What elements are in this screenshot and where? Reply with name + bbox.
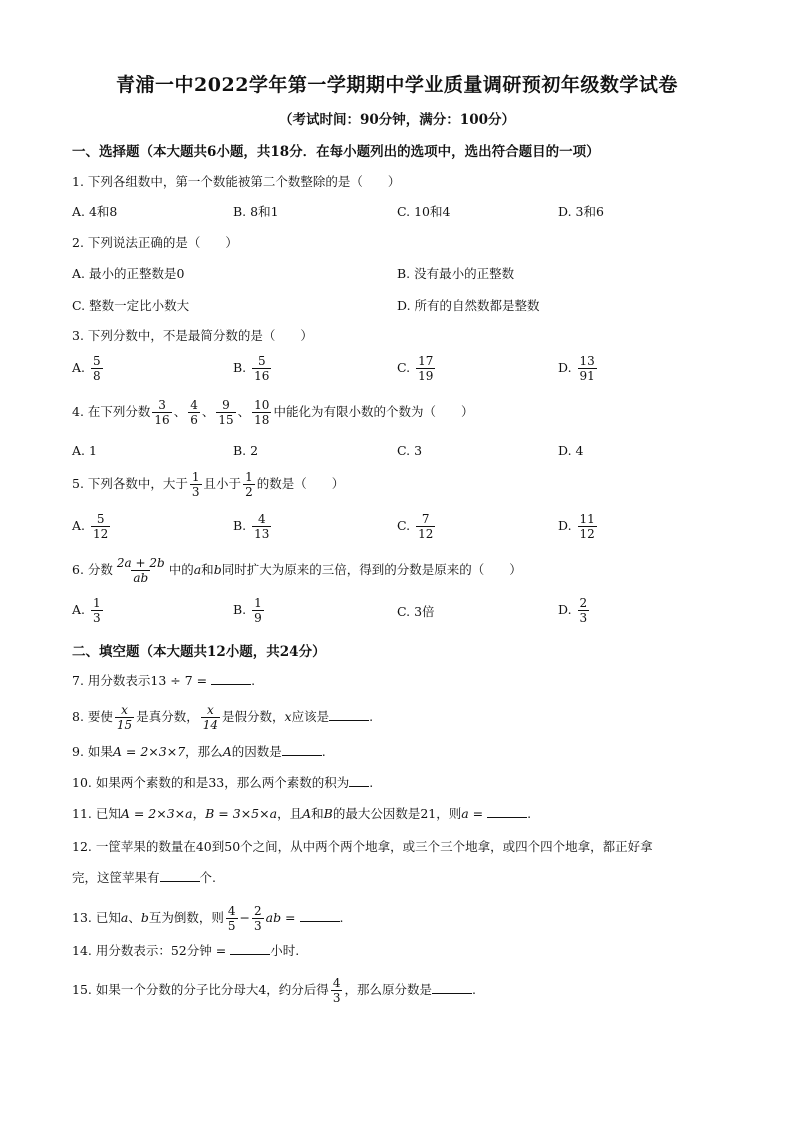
q6-option-d: D. $\frac{2}{3}$ bbox=[558, 596, 588, 625]
question-12-line-2: 完，这筐苹果有 个. bbox=[72, 870, 216, 885]
question-5-stem: 5. 下列各数中，大于 $\frac{1}{3}$ 且小于 $\frac{1}{2}$ 的数是（ ） bbox=[72, 470, 345, 499]
q2-option-b: B. 没有最小的正整数 bbox=[397, 266, 515, 281]
q4-fraction-1: $\frac{3}{16}$ bbox=[154, 398, 170, 427]
q4-option-b: B. 2 bbox=[233, 443, 259, 458]
q6-fraction: $\frac{2a + 2b}{ab}$ bbox=[116, 556, 165, 585]
q4-fraction-4: $\frac{10}{18}$ bbox=[254, 398, 270, 427]
q1-option-d: D. 3和6 bbox=[558, 204, 604, 219]
q3-option-b-label: B. bbox=[233, 360, 247, 375]
q3-option-c-label: C. bbox=[397, 360, 411, 375]
section-heading-fill-blank: 二、填空题（本大题共12小题，共24分） bbox=[72, 644, 326, 660]
q7-answer-blank bbox=[211, 672, 251, 685]
q6-option-a: A. $\frac{1}{3}$ bbox=[72, 596, 101, 625]
q5-option-c: C. $\frac{7}{12}$ bbox=[397, 512, 434, 541]
q4-fraction-3: $\frac{9}{15}$ bbox=[218, 398, 234, 427]
question-9: 9. 如果A = 2×3×7，那么A的因数是 . bbox=[72, 744, 326, 759]
q1-option-b: B. 8和1 bbox=[233, 204, 279, 219]
q6-option-c: C. 3倍 bbox=[397, 604, 435, 619]
q3-option-d-label: D. bbox=[558, 360, 572, 375]
q12-answer-blank bbox=[160, 869, 200, 882]
q3-option-b-fraction: $\frac{5}{16}$ bbox=[254, 354, 270, 383]
q10-answer-blank bbox=[349, 774, 369, 787]
q5-fraction-upper: $\frac{1}{2}$ bbox=[245, 470, 253, 499]
q1-option-a: A. 4和8 bbox=[72, 204, 118, 219]
question-15: 15. 如果一个分数的分子比分母大4，约分后得 $\frac{4}{3}$ ，那么原分数是 . bbox=[72, 976, 476, 1005]
q3-option-a-label: A. bbox=[72, 360, 86, 375]
page-title: 青浦一中2022学年第一学期期中学业质量调研预初年级数学试卷 bbox=[116, 74, 678, 96]
q3-option-d-fraction: $\frac{13}{91}$ bbox=[579, 354, 595, 383]
q15-answer-blank bbox=[432, 981, 472, 994]
section-heading-choice: 一、选择题（本大题共6小题，共18分．在每小题列出的选项中，选出符合题目的一项） bbox=[72, 144, 600, 160]
q6-option-b: B. $\frac{1}{9}$ bbox=[233, 596, 262, 625]
question-10: 10. 如果两个素数的和是33，那么两个素数的积为 . bbox=[72, 775, 374, 790]
q13-answer-blank bbox=[300, 909, 340, 922]
question-3-stem: 3. 下列分数中，不是最简分数的是（ ） bbox=[72, 328, 313, 343]
question-2-stem: 2. 下列说法正确的是（ ） bbox=[72, 235, 238, 250]
q3-option-b bbox=[233, 354, 273, 383]
question-12-line-1: 12. 一筐苹果的数量在40到50个之间，从中两个两个地拿，或三个三个地拿，或四个四个地拿，都正好拿 bbox=[72, 839, 653, 854]
q2-option-a: A. 最小的正整数是0 bbox=[72, 266, 185, 281]
q3-option-a-fraction: $\frac{5}{8}$ bbox=[93, 354, 101, 383]
q5-option-d: D. $\frac{11}{12}$ bbox=[558, 512, 595, 541]
q2-option-d: D. 所有的自然数都是整数 bbox=[397, 298, 540, 313]
q11-answer-blank bbox=[487, 805, 527, 818]
q3-option-c-fraction: $\frac{17}{19}$ bbox=[418, 354, 434, 383]
question-6-stem: 6. 分数 $\frac{2a + 2b}{ab}$ 中的a和b同时扩大为原来的三倍，得到的分数是原来的（ ） bbox=[72, 556, 522, 585]
question-13: 13. 已知a、b互为倒数，则 $\frac{4}{5}$ − $\frac{2}{3}$ ab = . bbox=[72, 904, 344, 933]
question-7: 7. 用分数表示13 ÷ 7 = . bbox=[72, 673, 256, 688]
q3-option-c bbox=[397, 354, 437, 383]
q14-answer-blank bbox=[230, 942, 270, 955]
q3-option-d bbox=[558, 354, 599, 383]
q1-option-c: C. 10和4 bbox=[397, 204, 451, 219]
q2-option-c: C. 整数一定比小数大 bbox=[72, 298, 190, 313]
q5-option-a: A. $\frac{5}{12}$ bbox=[72, 512, 109, 541]
q8-answer-blank bbox=[329, 708, 369, 721]
q9-answer-blank bbox=[282, 743, 322, 756]
q4-option-c: C. 3 bbox=[397, 443, 423, 458]
question-1-stem: 1. 下列各组数中，第一个数能被第二个数整除的是（ ） bbox=[72, 174, 401, 189]
q4-option-a: A. 1 bbox=[72, 443, 97, 458]
question-11: 11. 已知A = 2×3×a，B = 3×5×a，且A和B的最大公因数是21，则a = . bbox=[72, 806, 532, 821]
q5-fraction-lower: $\frac{1}{3}$ bbox=[191, 470, 200, 499]
q4-fraction-2: $\frac{4}{6}$ bbox=[190, 398, 198, 427]
question-4-stem: 4. 在下列分数 $\frac{3}{16}$ 、 $\frac{4}{6}$ 、 $\frac{9}{15}$ 、 $\frac{10}{18}$ 中能化为有限小数的个数为（ ） bbox=[72, 398, 474, 427]
q3-option-a bbox=[72, 354, 105, 383]
q5-option-b: B. $\frac{4}{13}$ bbox=[233, 512, 270, 541]
q4-option-d: D. 4 bbox=[558, 443, 584, 458]
question-8: 8. 要使 $\frac{x}{15}$ 是真分数， $\frac{x}{14}$ 是假分数，x应该是 . bbox=[72, 703, 374, 732]
page-subtitle: （考试时间：90分钟，满分：100分） bbox=[279, 112, 515, 128]
question-14: 14. 用分数表示：52分钟 = 小时. bbox=[72, 943, 300, 958]
